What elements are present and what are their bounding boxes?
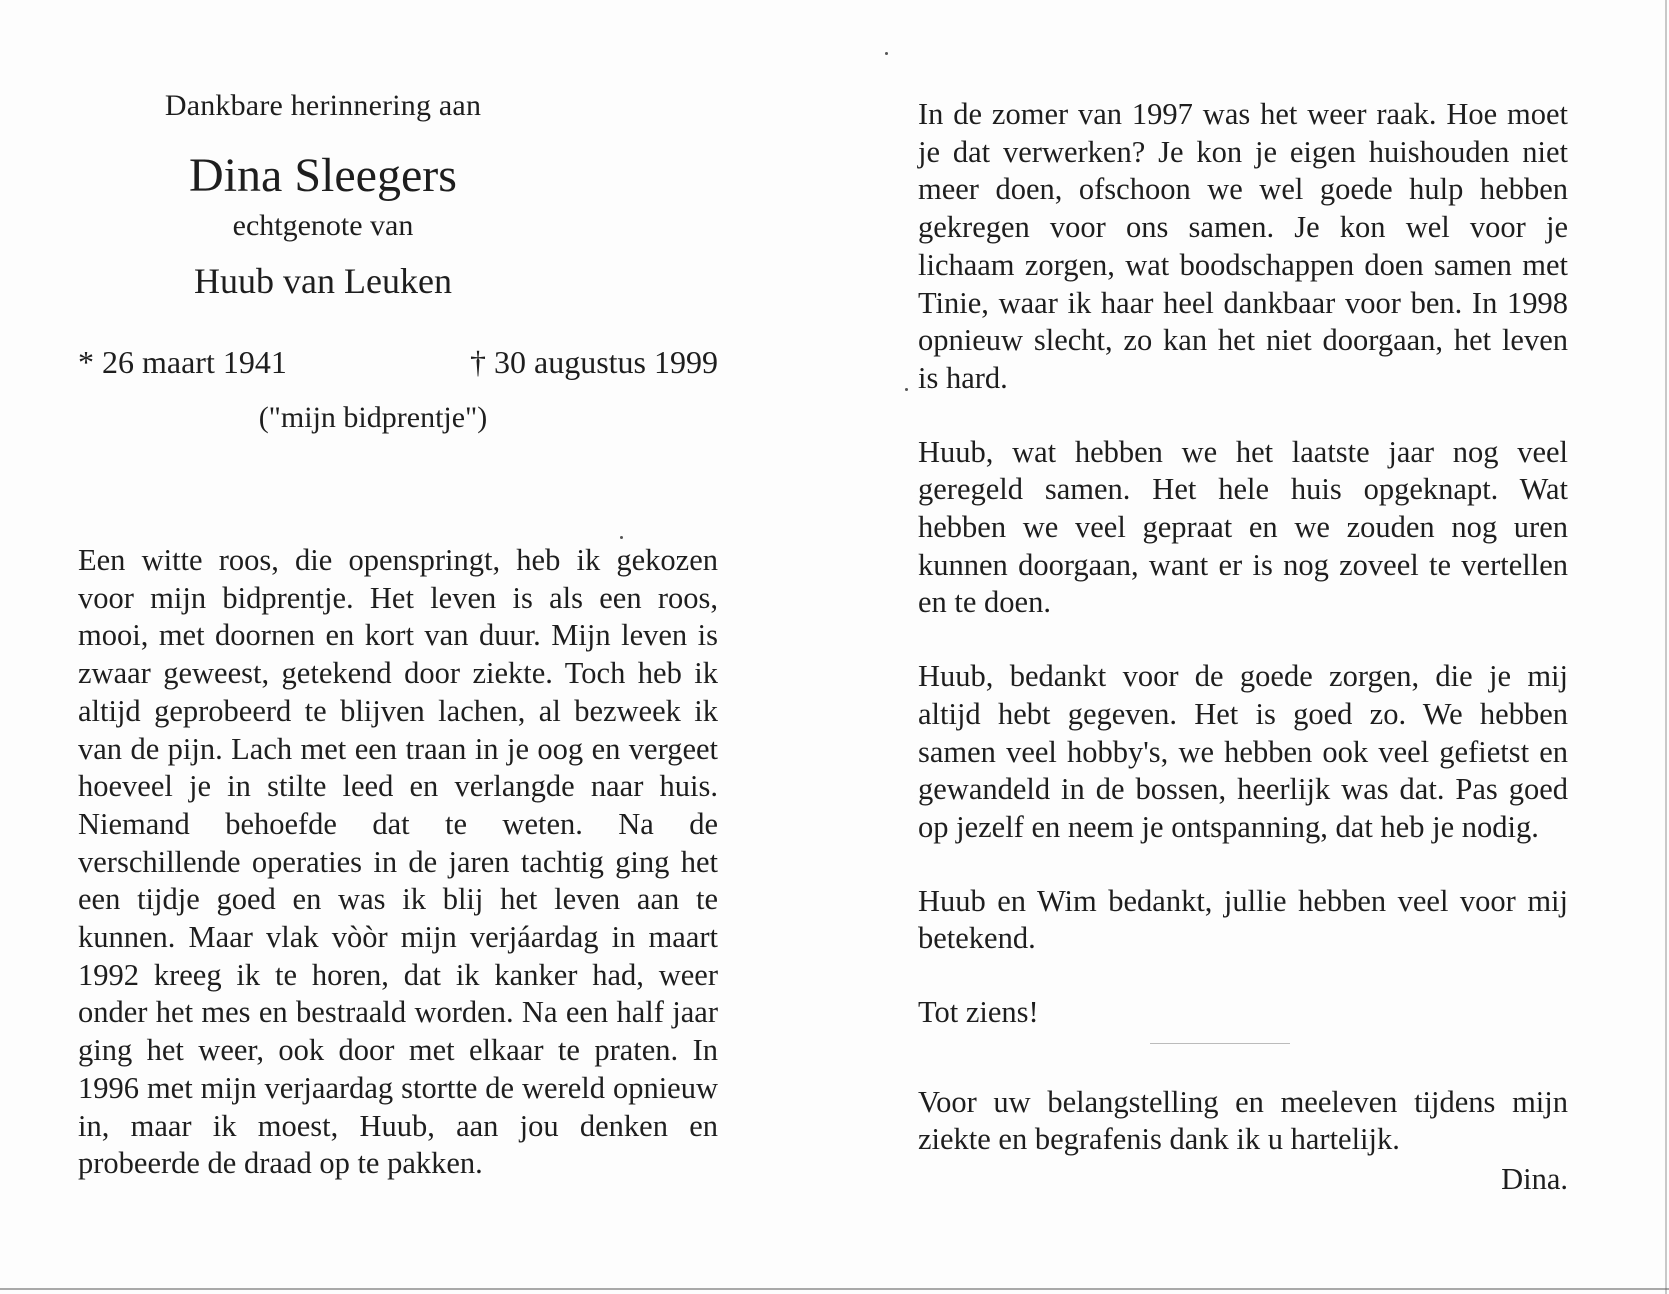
- left-body-text: Een witte roos, die openspringt, heb ik gekozen voor mijn bidprentje. Het leven is als een roos, mooi, met doornen en kort van duur. Mijn leven is zwaar geweest, getekend door ziekte. Toch heb ik altijd geprobeerd te blijven lachen, al bezweek ik van de pijn. Lach met een traan in je oog en vergeet hoeveel je in stilte leed en verlangde naar huis. Niemand behoefde dat te weten. Na de verschillende operaties in de jaren tachtig ging het een tijdje goed en was ik blij het leven aan te kunnen. Maar vlak vòòr mijn verjáardag in maart 1992 kreeg ik te horen, dat ik kanker had, weer onder het mes en bestraald worden. Na een half jaar ging het weer, ook door met elkaar te praten. In 1996 met mijn verjaardag stortte de wereld opnieuw in, maar ik moest, Huub, aan jou denken en probeerde de draad op te pakken.: [78, 543, 718, 1181]
- card-bottom-edge: [0, 1288, 1669, 1290]
- paragraph-2: Huub, wat hebben we het laatste jaar nog veel geregeld samen. Het hele huis opgeknapt. Wat hebben we veel gepraat en we zouden nog uren kunnen doorgaan, want er is nog zoveel te vertellen en te doen.: [918, 434, 1568, 620]
- scan-speck: [905, 388, 908, 391]
- paragraph-3: Huub, bedankt voor de goede zorgen, die je mij altijd hebt gegeven. Het is goed zo. We hebben samen veel hobby's, we hebben ook veel gefietst en gewandeld in de bossen, heerlijk was dat. Pas goed op jezelf en neem je ontspanning, dat heb je nodig.: [918, 659, 1568, 844]
- closing-text: Voor uw belangstelling en meeleven tijdens mijn ziekte en begrafenis dank ik u hartelijk.: [918, 1084, 1568, 1157]
- paragraph-4: Huub en Wim bedankt, jullie hebben veel voor mij betekend.: [918, 883, 1568, 956]
- scan-speck: [885, 52, 888, 55]
- farewell: Tot ziens!: [918, 995, 1039, 1030]
- birth-date: * 26 maart 1941: [78, 344, 287, 380]
- right-column: [918, 96, 1568, 1206]
- subtitle-text: ("mijn bidprentje"): [258, 401, 488, 434]
- spouse-label: echtgenote van: [232, 209, 414, 242]
- paragraph-1: In de zomer van 1997 was het weer raak. Hoe moet je dat verwerken? Je kon je eigen huishouden niet meer doen, ofschoon we wel goede hulp hebben gekregen voor ons samen. Je kon wel voor je lichaam zorgen, wat boodschappen doen samen met Tinie, waar ik haar heel dankbaar voor ben. In 1998 opnieuw slecht, zo kan het niet doorgaan, het leven is hard.: [918, 97, 1568, 395]
- scan-speck: [620, 536, 623, 539]
- left-column: [78, 78, 718, 1198]
- signature: Dina.: [1501, 1162, 1568, 1197]
- subtitle: [78, 390, 718, 446]
- dates-row: [78, 334, 718, 390]
- faint-scan-line: [1150, 1043, 1290, 1044]
- spouse-name: Huub van Leuken: [194, 261, 452, 301]
- intro-line: Dankbare herinnering aan: [164, 89, 482, 122]
- death-date: † 30 augustus 1999: [470, 344, 718, 380]
- deceased-name: Dina Sleegers: [189, 149, 457, 202]
- card-right-edge: [1665, 0, 1667, 1294]
